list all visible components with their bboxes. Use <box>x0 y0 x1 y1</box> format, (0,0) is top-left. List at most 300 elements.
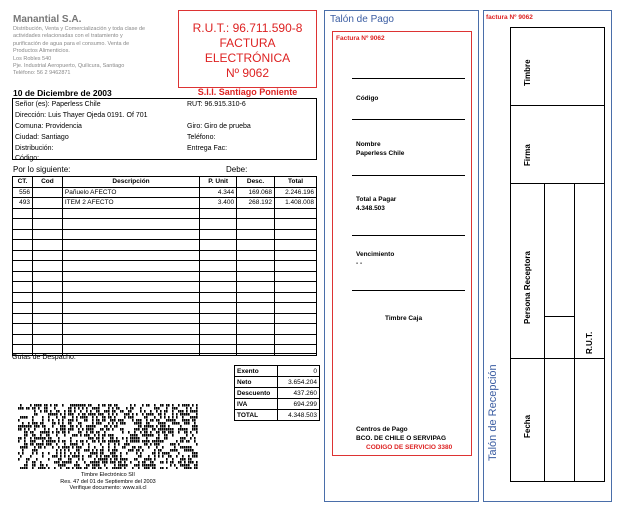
barcode-module <box>172 431 174 434</box>
barcode-module <box>18 440 20 443</box>
barcode-module <box>158 428 160 431</box>
barcode-module <box>110 425 112 428</box>
barcode-module <box>164 416 166 419</box>
barcode-module <box>170 419 172 422</box>
barcode-module <box>142 404 144 407</box>
barcode-module <box>114 416 116 419</box>
barcode-module <box>134 434 136 437</box>
barcode-module <box>154 443 156 446</box>
barcode-module <box>86 407 88 410</box>
barcode-module <box>182 410 184 413</box>
empty-cell <box>275 261 317 272</box>
barcode-module <box>76 425 78 428</box>
barcode-module <box>72 428 74 431</box>
barcode-module <box>54 461 56 464</box>
talon-pago-venc-label: Vencimiento <box>356 251 395 258</box>
barcode-module <box>44 437 46 440</box>
barcode-module <box>64 452 66 455</box>
barcode-module <box>92 461 94 464</box>
barcode-module <box>94 407 96 410</box>
barcode-module <box>148 422 150 425</box>
empty-cell <box>32 292 62 303</box>
barcode-module <box>100 422 102 425</box>
barcode-module <box>52 431 54 434</box>
barcode-module <box>190 467 192 469</box>
barcode-module <box>130 440 132 443</box>
barcode-module <box>194 440 196 443</box>
barcode-module <box>88 425 90 428</box>
client-info-box <box>12 98 317 160</box>
barcode-module <box>144 440 146 443</box>
empty-cell <box>62 324 199 335</box>
barcode-module <box>32 440 34 443</box>
barcode-module <box>124 443 126 446</box>
barcode-module <box>98 431 100 434</box>
barcode-module <box>56 404 58 407</box>
barcode-module <box>148 413 150 416</box>
barcode-module <box>152 467 154 469</box>
invoice-date: 10 de Diciembre de 2003 <box>13 88 112 98</box>
barcode-module <box>82 416 84 419</box>
barcode-module <box>114 467 116 469</box>
barcode-module <box>172 407 174 410</box>
barcode-module <box>156 407 158 410</box>
barcode-module <box>74 455 76 458</box>
empty-row <box>13 240 317 251</box>
barcode-module <box>138 440 140 443</box>
barcode-module <box>148 464 150 467</box>
barcode-module <box>194 425 196 428</box>
barcode-module <box>36 443 38 446</box>
barcode-module <box>180 437 182 440</box>
barcode-module <box>182 416 184 419</box>
barcode-module <box>78 446 80 449</box>
barcode-module <box>164 452 166 455</box>
barcode-module <box>20 437 22 440</box>
barcode-module <box>196 443 198 446</box>
barcode-module <box>160 410 162 413</box>
barcode-module <box>68 422 70 425</box>
barcode-module <box>146 440 148 443</box>
barcode-module <box>66 467 68 469</box>
barcode-module <box>56 452 58 455</box>
barcode-module <box>98 422 100 425</box>
barcode-module <box>54 422 56 425</box>
barcode-module <box>126 440 128 443</box>
barcode-module <box>44 446 46 449</box>
barcode-module <box>168 455 170 458</box>
barcode-module <box>90 425 92 428</box>
barcode-module <box>68 431 70 434</box>
barcode-module <box>50 437 52 440</box>
barcode-module <box>98 434 100 437</box>
barcode-module <box>64 440 66 443</box>
empty-row <box>13 208 317 219</box>
barcode-module <box>62 446 64 449</box>
barcode-module <box>190 407 192 410</box>
talon-pago-venc-value: - - <box>356 260 363 267</box>
barcode-module <box>110 434 112 437</box>
barcode-module <box>194 419 196 422</box>
table-row <box>13 198 317 209</box>
col-header-ct: CT. <box>13 177 33 188</box>
items-table <box>12 176 317 356</box>
talon-rec-firma: Firma <box>523 144 532 166</box>
barcode-module <box>188 455 190 458</box>
barcode-module <box>46 407 48 410</box>
barcode-module <box>138 419 140 422</box>
barcode-module <box>96 419 98 422</box>
barcode-module <box>116 455 118 458</box>
barcode-module <box>146 413 148 416</box>
empty-cell <box>200 240 237 251</box>
barcode-module <box>70 440 72 443</box>
barcode-module <box>94 461 96 464</box>
item-total: 1.408.008 <box>275 198 317 209</box>
barcode-module <box>116 467 118 469</box>
barcode-module <box>160 467 162 469</box>
barcode-module <box>18 458 20 461</box>
barcode-module <box>94 452 96 455</box>
barcode-module <box>20 416 22 419</box>
barcode-module <box>76 404 78 407</box>
barcode-module <box>70 404 72 407</box>
barcode-module <box>58 446 60 449</box>
barcode-module <box>146 437 148 440</box>
barcode-module <box>164 428 166 431</box>
barcode-module <box>64 455 66 458</box>
empty-cell <box>32 271 62 282</box>
barcode-module <box>180 413 182 416</box>
barcode-module <box>22 425 24 428</box>
barcode-module <box>52 425 54 428</box>
barcode-module <box>74 452 76 455</box>
barcode-module <box>188 458 190 461</box>
barcode-module <box>160 428 162 431</box>
barcode-module <box>66 461 68 464</box>
barcode-module <box>110 452 112 455</box>
barcode-module <box>184 437 186 440</box>
talon-rec-title: Talón de Recepción <box>487 364 499 461</box>
barcode-module <box>122 419 124 422</box>
talon-pago-codigo: Código <box>356 95 379 102</box>
col-header-total: Total <box>275 177 317 188</box>
barcode-module <box>70 461 72 464</box>
barcode-module <box>186 419 188 422</box>
barcode-module <box>138 464 140 467</box>
col-header-cod: Cod <box>32 177 62 188</box>
barcode-module <box>54 407 56 410</box>
barcode-module <box>60 452 62 455</box>
barcode-module <box>90 452 92 455</box>
barcode-module <box>20 446 22 449</box>
totals-value: 4.348.503 <box>278 410 320 421</box>
barcode-module <box>88 449 90 452</box>
barcode-module <box>120 428 122 431</box>
barcode-module <box>194 422 196 425</box>
empty-cell <box>62 303 199 314</box>
barcode-module <box>44 410 46 413</box>
barcode-module <box>52 440 54 443</box>
barcode-module <box>70 422 72 425</box>
barcode-module <box>136 422 138 425</box>
barcode-module <box>106 425 108 428</box>
barcode-module <box>174 464 176 467</box>
barcode-module <box>48 437 50 440</box>
barcode-module <box>124 464 126 467</box>
barcode-module <box>70 410 72 413</box>
barcode-module <box>76 467 78 469</box>
barcode-module <box>104 416 106 419</box>
barcode-module <box>122 431 124 434</box>
barcode-module <box>146 428 148 431</box>
barcode-module <box>148 455 150 458</box>
barcode-module <box>186 407 188 410</box>
barcode-module <box>124 467 126 469</box>
rut-box <box>178 10 317 88</box>
barcode-module <box>144 467 146 469</box>
item-unit-price: 3.400 <box>200 198 237 209</box>
barcode-module <box>90 455 92 458</box>
barcode-module <box>56 428 58 431</box>
empty-cell <box>13 292 33 303</box>
barcode-module <box>154 455 156 458</box>
barcode-module <box>94 467 96 469</box>
barcode-module <box>134 431 136 434</box>
barcode-module <box>24 467 26 469</box>
client-phone: Teléfono: <box>187 134 216 141</box>
barcode-module <box>146 425 148 428</box>
empty-cell <box>200 313 237 324</box>
barcode-module <box>64 464 66 467</box>
barcode-module <box>196 407 198 410</box>
talon-pago-box <box>332 31 472 456</box>
barcode-module <box>62 431 64 434</box>
barcode-module <box>104 464 106 467</box>
item-discount: 169.068 <box>237 187 275 198</box>
barcode-module <box>134 404 136 407</box>
barcode-module <box>104 425 106 428</box>
barcode-module <box>82 458 84 461</box>
barcode-module <box>98 461 100 464</box>
barcode-module <box>108 416 110 419</box>
barcode-module <box>192 419 194 422</box>
barcode-module <box>152 425 154 428</box>
totals-label: IVA <box>235 399 278 410</box>
barcode-module <box>94 464 96 467</box>
talon-recepcion <box>483 10 612 502</box>
barcode-module <box>30 425 32 428</box>
empty-cell <box>237 282 275 293</box>
barcode-module <box>186 413 188 416</box>
barcode-module <box>162 461 164 464</box>
barcode-module <box>108 449 110 452</box>
talon-rec-timbre: Timbre <box>523 59 532 86</box>
barcode-module <box>120 422 122 425</box>
barcode-module <box>166 434 168 437</box>
talon-rec-persona: Persona Receptora <box>523 251 532 324</box>
empty-cell <box>32 324 62 335</box>
totals-row <box>235 377 320 388</box>
barcode-module <box>116 440 118 443</box>
barcode-module <box>182 404 184 407</box>
barcode-module <box>150 461 152 464</box>
barcode-module <box>56 410 58 413</box>
barcode-module <box>78 455 80 458</box>
barcode-module <box>194 416 196 419</box>
barcode-module <box>144 443 146 446</box>
barcode-module <box>38 443 40 446</box>
barcode-module <box>138 467 140 469</box>
barcode-module <box>186 467 188 469</box>
divider <box>352 235 465 236</box>
barcode-module <box>190 446 192 449</box>
barcode-module <box>124 422 126 425</box>
barcode-module <box>34 404 36 407</box>
barcode-module <box>48 416 50 419</box>
barcode-module <box>160 425 162 428</box>
empty-cell <box>62 261 199 272</box>
barcode-module <box>20 404 22 407</box>
empty-cell <box>275 324 317 335</box>
barcode-module <box>136 413 138 416</box>
barcode-module <box>138 446 140 449</box>
barcode-module <box>82 455 84 458</box>
barcode-module <box>174 443 176 446</box>
barcode-module <box>112 419 114 422</box>
barcode-module <box>32 416 34 419</box>
barcode-module <box>48 467 50 469</box>
barcode-module <box>100 452 102 455</box>
barcode-module <box>120 410 122 413</box>
barcode-module <box>104 434 106 437</box>
barcode-module <box>126 443 128 446</box>
barcode-module <box>32 419 34 422</box>
client-distribution: Distribución: <box>15 145 54 152</box>
barcode-module <box>80 446 82 449</box>
barcode-module <box>188 467 190 469</box>
barcode-module <box>176 455 178 458</box>
barcode-module <box>62 428 64 431</box>
barcode-module <box>84 416 86 419</box>
barcode-module <box>36 437 38 440</box>
barcode-module <box>50 440 52 443</box>
barcode-module <box>32 461 34 464</box>
barcode-module <box>132 449 134 452</box>
timbre-line: Verifique documento: www.sii.cl <box>69 485 147 491</box>
barcode-module <box>108 443 110 446</box>
empty-cell <box>237 324 275 335</box>
barcode-module <box>52 422 54 425</box>
sii-office: S.I.I. Santiago Poniente <box>197 87 298 97</box>
barcode-module <box>84 419 86 422</box>
barcode-module <box>180 440 182 443</box>
barcode-module <box>62 464 64 467</box>
barcode-module <box>176 422 178 425</box>
barcode-module <box>46 464 48 467</box>
barcode-module <box>74 407 76 410</box>
barcode-module <box>74 410 76 413</box>
barcode-module <box>196 461 198 464</box>
barcode-module <box>18 419 20 422</box>
barcode-module <box>32 434 34 437</box>
barcode-module <box>56 434 58 437</box>
empty-cell <box>13 261 33 272</box>
barcode-module <box>76 461 78 464</box>
barcode-module <box>72 446 74 449</box>
barcode-module <box>34 422 36 425</box>
barcode-module <box>170 428 172 431</box>
barcode-module <box>108 404 110 407</box>
barcode-module <box>48 431 50 434</box>
barcode-module <box>64 461 66 464</box>
barcode-module <box>70 443 72 446</box>
totals-row <box>235 399 320 410</box>
barcode-module <box>90 413 92 416</box>
barcode-module <box>114 404 116 407</box>
barcode-module <box>172 404 174 407</box>
barcode-module <box>166 467 168 469</box>
divider <box>352 119 465 120</box>
barcode-module <box>120 461 122 464</box>
barcode-module <box>124 413 126 416</box>
barcode-module <box>146 416 148 419</box>
barcode-module <box>102 458 104 461</box>
barcode-module <box>100 443 102 446</box>
empty-cell <box>275 303 317 314</box>
barcode-module <box>196 410 198 413</box>
barcode-module <box>134 440 136 443</box>
barcode-module <box>112 434 114 437</box>
barcode-module <box>84 449 86 452</box>
barcode-module <box>50 404 52 407</box>
barcode-module <box>154 404 156 407</box>
barcode-module <box>136 452 138 455</box>
barcode-module <box>110 458 112 461</box>
barcode-module <box>76 455 78 458</box>
talon-pago-total-value: 4.348.503 <box>356 205 385 212</box>
totals-row <box>235 410 320 421</box>
barcode-module <box>120 452 122 455</box>
barcode-module <box>98 410 100 413</box>
empty-cell <box>237 303 275 314</box>
barcode-module <box>86 464 88 467</box>
barcode-module <box>76 416 78 419</box>
barcode-module <box>108 410 110 413</box>
barcode-module <box>64 416 66 419</box>
barcode-module <box>96 464 98 467</box>
barcode-module <box>68 467 70 469</box>
barcode-module <box>162 455 164 458</box>
empty-cell <box>237 240 275 251</box>
barcode-module <box>186 434 188 437</box>
barcode-module <box>48 413 50 416</box>
empty-cell <box>32 313 62 324</box>
barcode-module <box>116 404 118 407</box>
barcode-module <box>156 446 158 449</box>
barcode-module <box>42 467 44 469</box>
barcode-module <box>178 422 180 425</box>
barcode-module <box>122 464 124 467</box>
barcode-module <box>166 407 168 410</box>
talon-pago-centros: Centros de Pago <box>356 426 408 433</box>
barcode-module <box>24 464 26 467</box>
barcode-module <box>158 449 160 452</box>
barcode-module <box>88 464 90 467</box>
barcode-module <box>32 407 34 410</box>
barcode-module <box>50 413 52 416</box>
barcode-module <box>136 428 138 431</box>
